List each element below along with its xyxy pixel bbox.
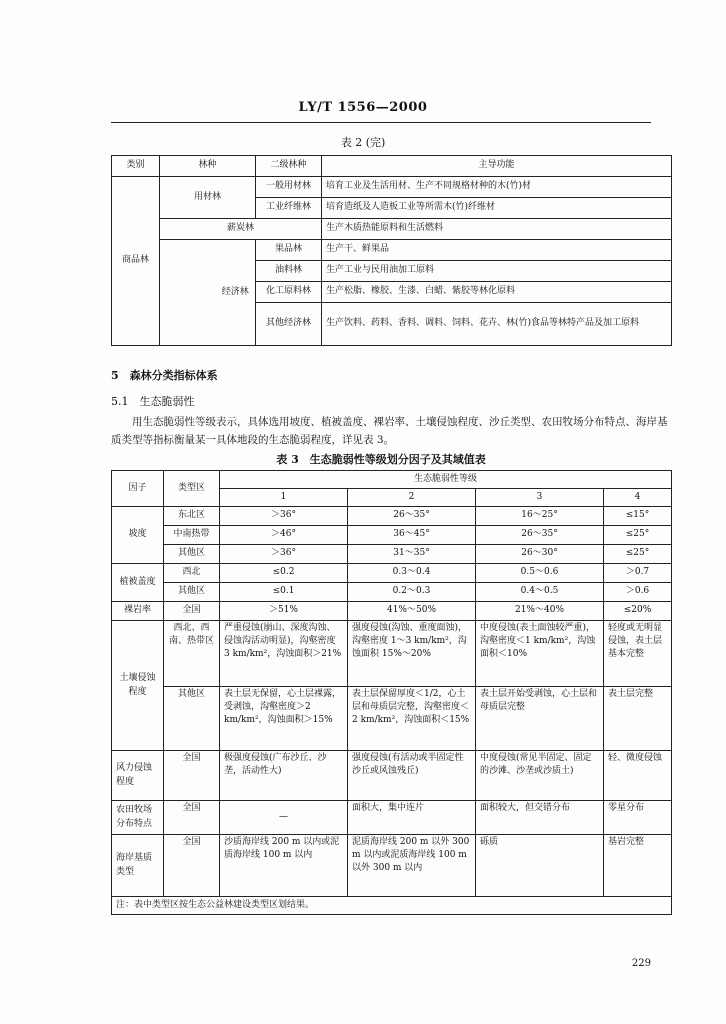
- table3-factor-soil-erosion: 土壤侵蚀程度: [112, 621, 164, 751]
- table3-zone-cell: 全国: [164, 602, 220, 621]
- section-5-heading: 5 森林分类指标体系: [111, 369, 218, 382]
- table2-group-economic: 经济林: [216, 240, 256, 346]
- table-row: [112, 526, 672, 545]
- table3-zone-cell: 全国: [164, 835, 220, 897]
- table3-value-cell: 轻、微度侵蚀: [604, 751, 672, 801]
- table3-value-cell: 面积大，集中连片: [348, 801, 476, 835]
- table3-value-cell: 面积较大，但交错分布: [476, 801, 604, 835]
- table2-function-cell: 生产干、鲜果品: [322, 240, 672, 261]
- table-row: [112, 621, 672, 687]
- table2-header-subtype: 二级林种: [256, 156, 322, 177]
- table2-subtype-cell: 油料林: [256, 261, 322, 282]
- table2-subtype-cell: 一般用材林: [256, 177, 322, 198]
- table3-zone-cell: 东北区: [164, 507, 220, 526]
- table3-value-cell: ≤15°: [604, 507, 672, 526]
- table3-value-cell: 轻度或无明显侵蚀，表土层基本完整: [604, 621, 672, 687]
- table-row: [112, 687, 672, 751]
- table3-value-cell: 表土层完整: [604, 687, 672, 751]
- table3-value-cell: 21%～40%: [476, 602, 604, 621]
- table3-value-cell: 0.5～0.6: [476, 564, 604, 583]
- table2-header-forest-type: 林种: [160, 156, 256, 177]
- table2-subtype-cell: 化工原料林: [256, 282, 322, 303]
- table3-zone-cell: 其他区: [164, 545, 220, 564]
- table3-zone-cell: 其他区: [164, 583, 220, 602]
- table2-subtype-cell: 果品林: [256, 240, 322, 261]
- table3-value-cell: 0.3～0.4: [348, 564, 476, 583]
- table3-value-cell: 26～35°: [348, 507, 476, 526]
- table3-value-cell: ＞51%: [220, 602, 348, 621]
- section-5-1-heading: 5.1 生态脆弱性: [111, 395, 195, 408]
- table3-zone-cell: 全国: [164, 751, 220, 801]
- standard-code: LY/T 1556—2000: [298, 100, 428, 115]
- table3-value-cell: 26～30°: [476, 545, 604, 564]
- table3-value-cell: 极强度侵蚀(广布沙丘、沙垄，活动性大): [220, 751, 348, 801]
- table-row: [112, 751, 672, 801]
- table3-value-cell: 16～25°: [476, 507, 604, 526]
- table-row: [112, 177, 672, 198]
- table2-group-timber: 用材林: [160, 177, 256, 219]
- table3-value-cell: —: [220, 801, 348, 835]
- table3-factor-farmland: 农田牧场分布特点: [112, 801, 164, 835]
- table3-value-cell: ＞36°: [220, 545, 348, 564]
- table3-value-cell: 中度侵蚀(表土面蚀较严重)，沟壑密度＜1 km/km²，沟蚀面积＜10%: [476, 621, 604, 687]
- table3-factor-wind-erosion: 风力侵蚀程度: [112, 751, 164, 801]
- table3-value-cell: ＞0.6: [604, 583, 672, 602]
- table3-note: 注：表中类型区按生态公益林建设类型区划结果。: [112, 897, 672, 915]
- table3-value-cell: ≤0.1: [220, 583, 348, 602]
- table2-function-cell: 培育造纸及人造板工业等所需木(竹)纤维材: [322, 198, 672, 219]
- table2-subtype-cell: 工业纤维林: [256, 198, 322, 219]
- table3-level-4: 4: [604, 489, 672, 507]
- table3-value-cell: ≤25°: [604, 526, 672, 545]
- table3-value-cell: 41%～50%: [348, 602, 476, 621]
- table2-caption: 表 2 (完): [340, 136, 386, 149]
- table-row: [112, 240, 672, 261]
- table-row: [112, 835, 672, 897]
- table-row: [112, 564, 672, 583]
- table3-value-cell: 泥质海岸线 200 m 以外 300 m 以内或泥质海岸线 100 m 以外 300 m 以内: [348, 835, 476, 897]
- table3-zone-cell: 西北: [164, 564, 220, 583]
- table3-value-cell: ≤20%: [604, 602, 672, 621]
- table3-zone-cell: 全国: [164, 801, 220, 835]
- table2-subtype-cell: 其他经济林: [256, 303, 322, 346]
- table2-category-cell: 商品林: [112, 177, 160, 346]
- table3-value-cell: ≤0.2: [220, 564, 348, 583]
- table3: [111, 470, 672, 915]
- table3-value-cell: 0.2～0.3: [348, 583, 476, 602]
- table3-value-cell: 强度侵蚀(有活动或半固定性沙丘或风蚀残丘): [348, 751, 476, 801]
- table3-value-cell: 表土层保留厚度＜1/2，心土层和母质层完整，沟壑密度＜2 km/km²，沟蚀面积＜15%: [348, 687, 476, 751]
- table2-function-cell: 生产木质热能原料和生活燃料: [322, 219, 672, 240]
- table3-level-3: 3: [476, 489, 604, 507]
- table3-value-cell: 零星分布: [604, 801, 672, 835]
- table3-value-cell: 强度侵蚀(沟蚀、重度面蚀)，沟壑密度 1～3 km/km²，沟蚀面积 15%～20%: [348, 621, 476, 687]
- table3-note-row: [112, 897, 672, 915]
- table2-group-firewood: 薪炭林: [160, 219, 322, 240]
- table-row: [112, 583, 672, 602]
- table3-factor-coast: 海岸基质类型: [112, 835, 164, 897]
- table3-value-cell: ≤25°: [604, 545, 672, 564]
- table3-caption: 表 3 生态脆弱性等级划分因子及其域值表: [276, 453, 486, 466]
- table-row: [112, 219, 672, 240]
- table3-value-cell: 0.4～0.5: [476, 583, 604, 602]
- table2: [111, 155, 672, 346]
- table2-function-cell: 生产工业与民用油加工原料: [322, 261, 672, 282]
- table3-factor-slope: 坡度: [112, 507, 164, 564]
- table-row: [112, 507, 672, 526]
- table3-factor-vegetation: 植被盖度: [112, 564, 164, 602]
- table3-header-zone: 类型区: [164, 471, 220, 507]
- table-row: [112, 801, 672, 835]
- table2-function-cell: 培育工业及生活用材、生产不同规格材种的木(竹)材: [322, 177, 672, 198]
- table3-value-cell: 中度侵蚀(常见半固定、固定的沙滩、沙垄或沙质土): [476, 751, 604, 801]
- table3-value-cell: 36～45°: [348, 526, 476, 545]
- table3-zone-cell: 西北、西南、热带区: [164, 621, 220, 687]
- header-rule: [111, 122, 651, 123]
- table3-value-cell: 表土层开始受剥蚀，心土层和母质层完整: [476, 687, 604, 751]
- table3-value-cell: ＞36°: [220, 507, 348, 526]
- table2-function-cell: 生产饮料、药料、香料、调料、饲料、花卉、林(竹)食品等林特产品及加工原料: [322, 303, 672, 346]
- table3-header-row: [112, 471, 672, 489]
- table3-value-cell: 沙质海岸线 200 m 以内或泥质海岸线 100 m 以内: [220, 835, 348, 897]
- table2-header-function: 主导功能: [322, 156, 672, 177]
- table3-header-factor: 因子: [112, 471, 164, 507]
- table3-factor-bare-rock: 裸岩率: [112, 602, 164, 621]
- table2-function-cell: 生产松脂、橡胶、生漆、白蜡、紫胶等林化原料: [322, 282, 672, 303]
- table3-header-levels: 生态脆弱性等级: [220, 471, 672, 489]
- table3-level-2: 2: [348, 489, 476, 507]
- table3-level-1: 1: [220, 489, 348, 507]
- section-5-1-paragraph: 用生态脆弱性等级表示，具体选用坡度、植被盖度、裸岩率、土壤侵蚀程度、沙丘类型、农田牧场分布特点、海岸基质类型等指标衡量某一具体地段的生态脆弱程度，详见表 3。: [111, 416, 668, 447]
- table3-value-cell: 31～35°: [348, 545, 476, 564]
- table2-header-category: 类别: [112, 156, 160, 177]
- table2-header-row: [112, 156, 672, 177]
- page-number: 229: [631, 958, 651, 969]
- table3-value-cell: 严重侵蚀(崩山、深度沟蚀、侵蚀沟活动明显)，沟壑密度 3 km/km²，沟蚀面积＞21%: [220, 621, 348, 687]
- table3-value-cell: 砾质: [476, 835, 604, 897]
- table3-value-cell: 表土层无保留，心土层裸露，受剥蚀，沟壑密度＞2 km/km²，沟蚀面积＞15%: [220, 687, 348, 751]
- table3-value-cell: ＞0.7: [604, 564, 672, 583]
- table-row: [112, 602, 672, 621]
- table2-blank-cell: [160, 240, 216, 346]
- table3-value-cell: 26～35°: [476, 526, 604, 545]
- table3-zone-cell: 其他区: [164, 687, 220, 751]
- table3-value-cell: 基岩完整: [604, 835, 672, 897]
- table-row: [112, 545, 672, 564]
- table3-zone-cell: 中南热带: [164, 526, 220, 545]
- table3-value-cell: ＞46°: [220, 526, 348, 545]
